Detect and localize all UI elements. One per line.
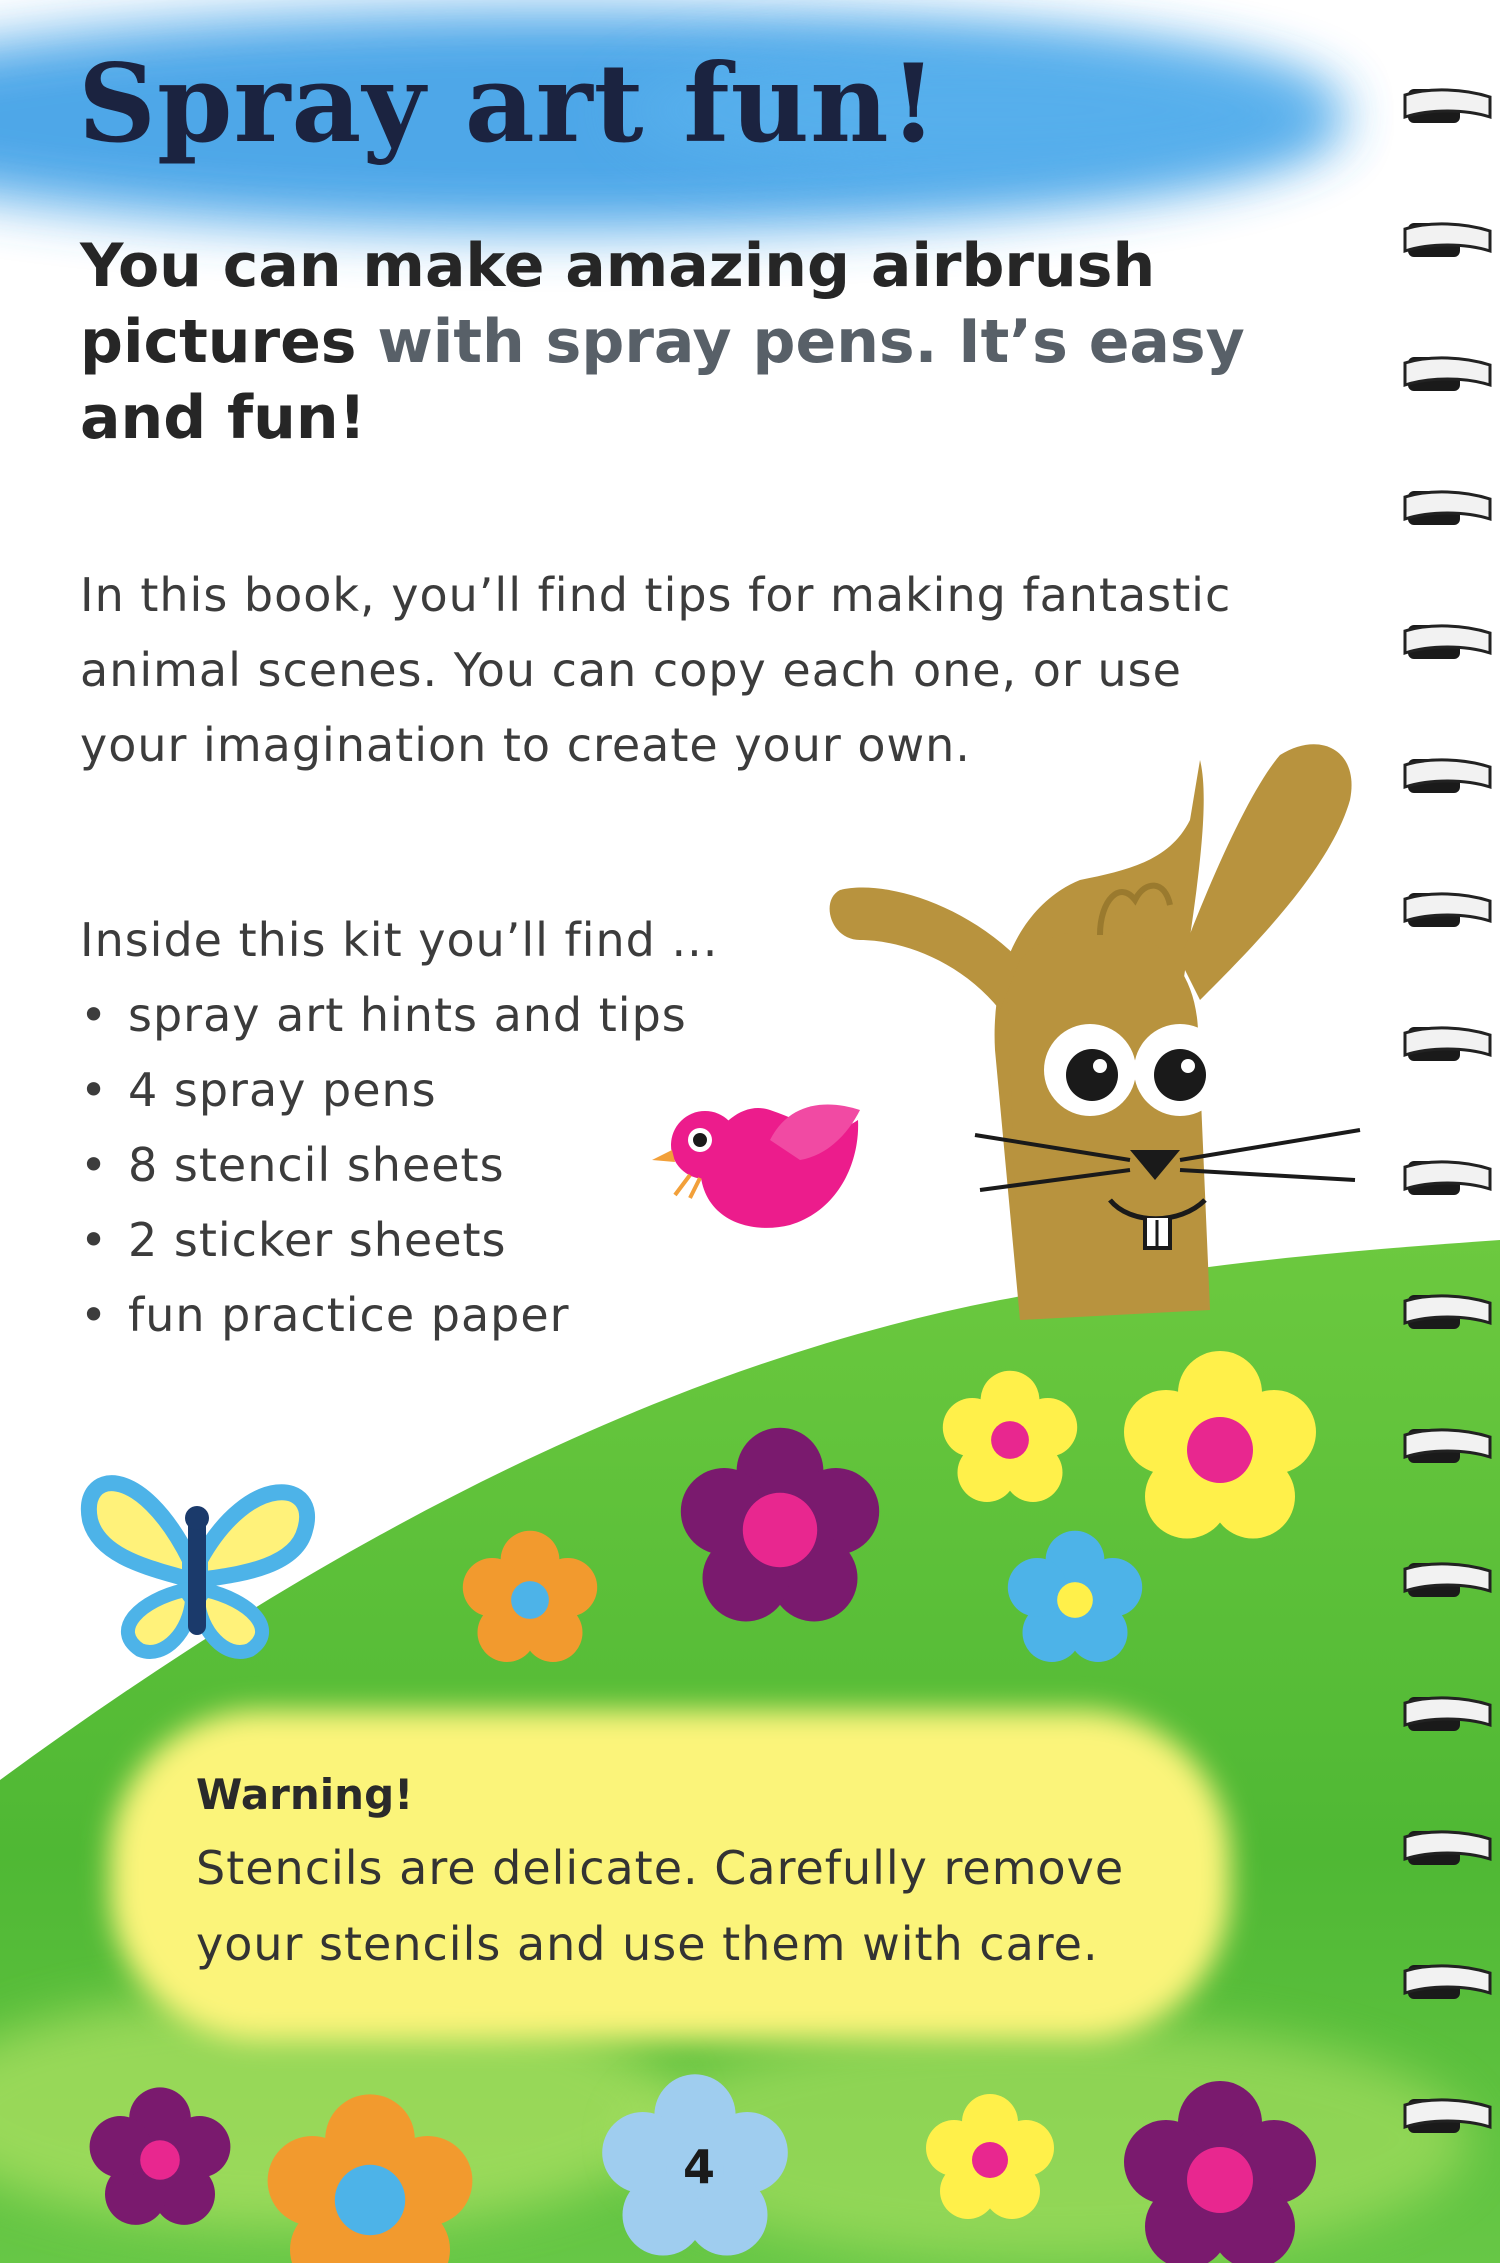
kit-list (80, 978, 687, 1353)
body-paragraph: In this book, you’ll find tips for making fantastic animal scenes. You can copy each one, or use your imagination to create your own. (80, 568, 1232, 772)
warning-text: Stencils are delicate. Carefully remove your stencils and use them with care. (196, 1841, 1125, 1971)
list-item: • 4 spray pens (80, 1053, 687, 1128)
spiral-ring (1405, 357, 1490, 391)
kit-heading: Inside this kit you’ll find ... (80, 913, 719, 967)
intro-line-3: and fun! (80, 383, 366, 453)
intro-line-2-rest: with spray pens. It’s easy (356, 307, 1245, 377)
list-item: • fun practice paper (80, 1278, 687, 1353)
intro-text (80, 228, 1260, 456)
page-title: Spray art fun! (78, 41, 939, 167)
list-item: • spray art hints and tips (80, 978, 687, 1053)
page-number: 4 (682, 2140, 715, 2194)
list-item: • 8 stencil sheets (80, 1128, 687, 1203)
spiral-ring (1405, 89, 1490, 123)
spiral-ring (1405, 893, 1490, 927)
list-item: • 2 sticker sheets (80, 1203, 687, 1278)
spiral-ring (1405, 759, 1490, 793)
rabbit-illustration (830, 744, 1360, 1320)
spiral-ring (1405, 223, 1490, 257)
spiral-ring (1405, 1027, 1490, 1061)
spiral-ring (1405, 625, 1490, 659)
intro-line-2-bold: pictures (80, 307, 357, 377)
spiral-ring (1405, 1161, 1490, 1195)
spiral-ring (1405, 491, 1490, 525)
intro-line-1: You can make amazing airbrush (80, 231, 1156, 301)
warning-title: Warning! (196, 1770, 414, 1819)
